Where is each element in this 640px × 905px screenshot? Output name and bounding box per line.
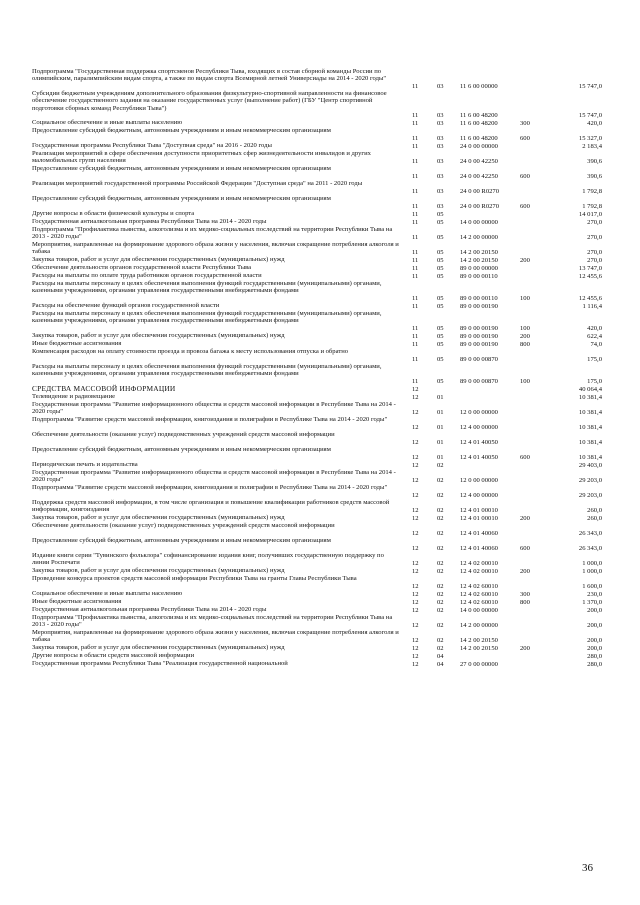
row-section: 12: [412, 385, 419, 393]
table-row: [32, 660, 602, 668]
row-subsection: 04: [437, 652, 444, 660]
table-row: [32, 210, 602, 218]
row-subsection: 05: [437, 233, 444, 241]
row-subsection: 03: [437, 134, 444, 142]
row-target-article: 12 4 01 40050: [460, 453, 498, 461]
row-section: 12: [412, 582, 419, 590]
row-subsection: 02: [437, 461, 444, 469]
row-subsection: 01: [437, 438, 444, 446]
row-name: Субсидии бюджетным учреждениям дополнительного образования физкультурно-спортивной направленности на финансовое обеспечение государственного задания на оказание государственных услуг (выполнение работ) (ГБУ "Центр спортивной подготовки сборных команд Республики Тыва"): [32, 90, 387, 112]
table-row: [32, 332, 602, 340]
row-amount: 13 747,0: [578, 264, 602, 272]
row-target-article: 89 0 00 00870: [460, 377, 498, 385]
row-target-article: 12 4 01 40060: [460, 544, 498, 552]
row-target-article: 14 2 00 20150: [460, 256, 498, 264]
row-subsection: 02: [437, 606, 444, 614]
row-subsection: 05: [437, 332, 444, 340]
row-subsection: 01: [437, 393, 444, 401]
row-section: 11: [412, 248, 419, 256]
row-subsection: 02: [437, 544, 444, 552]
row-amount: 175,0: [587, 355, 602, 363]
row-target-article: 14 2 00 20150: [460, 248, 498, 256]
row-subsection: 01: [437, 423, 444, 431]
row-amount: 15 327,0: [578, 134, 602, 142]
row-expense-type: 600: [520, 544, 530, 552]
row-section: 11: [412, 233, 419, 241]
row-name: Предоставление субсидий бюджетным, автономным учреждениям и иным некоммерческим организациям: [32, 537, 331, 544]
row-section: 11: [412, 264, 419, 272]
row-section: 11: [412, 218, 419, 226]
row-amount: 26 343,0: [578, 529, 602, 537]
row-amount: 270,0: [587, 248, 602, 256]
row-section: 12: [412, 606, 419, 614]
row-name: Закупка товаров, работ и услуг для обеспечения государственных (муниципальных) нужд: [32, 332, 285, 339]
row-target-article: 89 0 00 00190: [460, 340, 498, 348]
row-expense-type: 800: [520, 598, 530, 606]
row-subsection: 03: [437, 119, 444, 127]
table-row: [32, 393, 602, 401]
table-row: [32, 264, 602, 272]
table-row: [32, 590, 602, 598]
table-row: [32, 652, 602, 660]
row-amount: 622,4: [587, 332, 602, 340]
row-name: Реализация мероприятий в сфере обеспечения доступности приоритетных сфер жизнедеятельности инвалидов и других маломобильных групп населения: [32, 150, 371, 165]
row-amount: 175,0: [587, 377, 602, 385]
row-target-article: 24 0 00 R0270: [460, 187, 500, 195]
row-expense-type: 100: [520, 324, 530, 332]
row-subsection: 01: [437, 408, 444, 416]
row-name: Государственная антиалкогольная программа Республики Тыва на 2014 - 2020 годы: [32, 606, 267, 613]
row-subsection: 03: [437, 172, 444, 180]
row-name: Телевидение и радиовещание: [32, 393, 116, 400]
row-section: 11: [412, 256, 419, 264]
row-name: Подпрограмма "Развитие средств массовой информации, книгоиздания и полиграфии в Республике Тыва на 2014 - 2020 годы": [32, 484, 388, 491]
table-row: [32, 461, 602, 469]
row-section: 12: [412, 453, 419, 461]
row-expense-type: 200: [520, 332, 530, 340]
row-section: 11: [412, 82, 419, 90]
row-amount: 270,0: [587, 233, 602, 241]
row-target-article: 14 0 00 00000: [460, 606, 498, 614]
row-section: 12: [412, 590, 419, 598]
table-row: [32, 310, 602, 332]
row-amount: 420,0: [587, 119, 602, 127]
table-row: [32, 180, 602, 195]
row-expense-type: 200: [520, 644, 530, 652]
row-amount: 200,0: [587, 644, 602, 652]
row-expense-type: 200: [520, 514, 530, 522]
row-subsection: 02: [437, 598, 444, 606]
row-name: Государственная программа "Развитие информационного общества и средств массовой информации в Республике Тыва на 2014 - 2020 годы": [32, 469, 396, 484]
row-subsection: 02: [437, 559, 444, 567]
row-target-article: 14 0 00 00000: [460, 218, 498, 226]
row-amount: 10 381,4: [578, 423, 602, 431]
row-section: 12: [412, 644, 419, 652]
row-section: 11: [412, 302, 419, 310]
row-amount: 12 455,6: [578, 272, 602, 280]
row-amount: 270,0: [587, 256, 602, 264]
row-section: 12: [412, 408, 419, 416]
row-amount: 1 600,0: [582, 582, 602, 590]
row-target-article: 14 2 00 00000: [460, 621, 498, 629]
row-target-article: 89 0 00 00870: [460, 355, 498, 363]
row-name: Издание книги серии "Тувинского фольклора" софинансирование издания книг, получивших государственную поддержку по линии Роспечати: [32, 552, 384, 567]
row-section: 11: [412, 377, 419, 385]
row-name: Другие вопросы в области средств массовой информации: [32, 652, 195, 659]
row-target-article: 11 6 00 48200: [460, 134, 498, 142]
row-name: Реализация мероприятий государственной программы Российской Федерации "Доступная среда" на 2011 - 2020 годы: [32, 180, 363, 187]
row-name: Мероприятия, направленные на формирование здорового образа жизни у населения, включая сокращение потребления алкоголя и табака: [32, 629, 399, 644]
table-row: [32, 484, 602, 499]
row-section: 12: [412, 461, 419, 469]
table-row: [32, 340, 602, 348]
row-subsection: 01: [437, 453, 444, 461]
row-amount: 1 792,8: [582, 202, 602, 210]
row-amount: 200,0: [587, 606, 602, 614]
row-subsection: 02: [437, 514, 444, 522]
row-amount: 200,0: [587, 621, 602, 629]
table-row: [32, 499, 602, 514]
row-target-article: 14 2 00 00000: [460, 233, 498, 241]
row-name: Предоставление субсидий бюджетным, автономным учреждениям и иным некоммерческим организациям: [32, 127, 331, 134]
table-row: [32, 280, 602, 302]
row-name: Расходы на выплаты персоналу в целях обеспечения выполнения функций государственными (муниципальными) органами, казенными учреждениями, органами управления государственными внебюджетными фондами: [32, 310, 382, 325]
row-expense-type: 200: [520, 256, 530, 264]
row-name: Расходы на выплаты персоналу в целях обеспечения выполнения функций государственными (муниципальными) органами, казенными учреждениями, органами управления государственными внебюджетными фондами: [32, 280, 382, 295]
row-expense-type: 800: [520, 340, 530, 348]
row-target-article: 24 0 00 00000: [460, 142, 498, 150]
row-amount: 1 370,0: [582, 598, 602, 606]
row-subsection: 02: [437, 506, 444, 514]
row-section: 12: [412, 514, 419, 522]
table-row: [32, 606, 602, 614]
row-name: Предоставление субсидий бюджетным, автономным учреждениям и иным некоммерческим организациям: [32, 195, 331, 202]
row-name: Подпрограмма "Профилактика пьянства, алкоголизма и их медико-социальных последствий на территории Республики Тыва на 2013 - 2020 годы": [32, 226, 393, 241]
row-target-article: 12 4 01 40060: [460, 529, 498, 537]
row-subsection: 02: [437, 590, 444, 598]
row-name: Закупка товаров, работ и услуг для обеспечения государственных (муниципальных) нужд: [32, 644, 285, 651]
row-target-article: 12 4 02 60010: [460, 598, 498, 606]
row-name: Государственная программа Республики Тыва "Доступная среда" на 2016 - 2020 годы: [32, 142, 272, 149]
row-expense-type: 200: [520, 567, 530, 575]
row-name: Иные бюджетные ассигнования: [32, 598, 122, 605]
row-name: Закупка товаров, работ и услуг для обеспечения государственных (муниципальных) нужд: [32, 514, 285, 521]
row-amount: 15 747,0: [578, 82, 602, 90]
row-name: Подпрограмма "Профилактика пьянства, алкоголизма и их медико-социальных последствий на территории Республики Тыва на 2013 - 2020 годы": [32, 614, 393, 629]
table-row: [32, 241, 602, 256]
row-name: Проведение конкурса проектов средств массовой информации Республики Тыва на гранты Главы Республики Тыва: [32, 575, 357, 582]
table-row: [32, 614, 602, 629]
row-name: Предоставление субсидий бюджетным, автономным учреждениям и иным некоммерческим организациям: [32, 446, 331, 453]
row-expense-type: 600: [520, 134, 530, 142]
row-amount: 1 000,0: [582, 567, 602, 575]
row-section: 11: [412, 210, 419, 218]
row-section: 11: [412, 324, 419, 332]
row-name: Государственная антиалкогольная программа Республики Тыва на 2014 - 2020 годы: [32, 218, 267, 225]
row-amount: 29 203,0: [578, 491, 602, 499]
table-row: [32, 142, 602, 150]
row-amount: 390,6: [587, 172, 602, 180]
row-section: 12: [412, 529, 419, 537]
row-section: 12: [412, 652, 419, 660]
row-amount: 2 183,4: [582, 142, 602, 150]
row-target-article: 89 0 00 00000: [460, 264, 498, 272]
row-subsection: 05: [437, 256, 444, 264]
row-name: Мероприятия, направленные на формирование здорового образа жизни у населения, включая сокращение потребления алкоголя и табака: [32, 241, 399, 256]
row-name: Расходы на обеспечение функций органов государственной власти: [32, 302, 220, 309]
row-expense-type: 600: [520, 172, 530, 180]
row-name: Компенсация расходов на оплату стоимости проезда и провоза багажа к месту использования отпуска и обратно: [32, 348, 349, 355]
row-target-article: 11 6 00 48200: [460, 119, 498, 127]
row-amount: 280,0: [587, 652, 602, 660]
row-section: 12: [412, 393, 419, 401]
row-section: 12: [412, 567, 419, 575]
table-row: [32, 127, 602, 142]
row-expense-type: 600: [520, 453, 530, 461]
row-target-article: 12 4 02 00010: [460, 559, 498, 567]
row-amount: 390,6: [587, 157, 602, 165]
row-amount: 10 381,4: [578, 393, 602, 401]
row-amount: 74,0: [590, 340, 602, 348]
row-expense-type: 300: [520, 590, 530, 598]
row-target-article: 89 0 00 00110: [460, 272, 498, 280]
row-amount: 280,0: [587, 660, 602, 668]
row-name: Подпрограмма "Государственная поддержка спортсменов Республики Тыва, входящих в состав сборной команды России по олимпийским, паралимпийским видам спорта, а также по видам спорта Всемирной летней Универсиады на 2014 - 2020 годы": [32, 68, 387, 83]
row-subsection: 05: [437, 377, 444, 385]
row-section: 12: [412, 423, 419, 431]
row-section: 12: [412, 438, 419, 446]
table-row: [32, 446, 602, 461]
row-section: 11: [412, 134, 419, 142]
row-subsection: 02: [437, 491, 444, 499]
table-row: [32, 226, 602, 241]
row-target-article: 12 0 00 00000: [460, 476, 498, 484]
row-subsection: 05: [437, 264, 444, 272]
row-name: Закупка товаров, работ и услуг для обеспечения государственных (муниципальных) нужд: [32, 567, 285, 574]
row-amount: 1 000,0: [582, 559, 602, 567]
row-target-article: 12 4 02 00010: [460, 567, 498, 575]
table-row: [32, 348, 602, 363]
table-row: [32, 272, 602, 280]
row-name: Расходы на выплаты персоналу в целях обеспечения выполнения функций государственными (муниципальными) органами, казенными учреждениями, органами управления государственными внебюджетными фондами: [32, 363, 382, 378]
row-amount: 420,0: [587, 324, 602, 332]
row-amount: 29 203,0: [578, 476, 602, 484]
row-target-article: 14 2 00 20150: [460, 644, 498, 652]
row-name: Предоставление субсидий бюджетным, автономным учреждениям и иным некоммерческим организациям: [32, 165, 331, 172]
row-amount: 10 381,4: [578, 453, 602, 461]
table-row: [32, 68, 602, 90]
row-section: 11: [412, 272, 419, 280]
row-subsection: 03: [437, 82, 444, 90]
table-row: [32, 302, 602, 310]
row-section: 11: [412, 202, 419, 210]
row-subsection: 05: [437, 218, 444, 226]
row-section: 12: [412, 491, 419, 499]
row-target-article: 27 0 00 00000: [460, 660, 498, 668]
row-section: 11: [412, 142, 419, 150]
budget-table: [32, 68, 602, 668]
table-row: [32, 552, 602, 567]
table-row: [32, 363, 602, 385]
row-subsection: 03: [437, 142, 444, 150]
table-row: [32, 567, 602, 575]
row-section: 11: [412, 119, 419, 127]
row-subsection: 05: [437, 324, 444, 332]
row-amount: 10 381,4: [578, 408, 602, 416]
row-target-article: 24 0 00 R0270: [460, 202, 500, 210]
row-subsection: 05: [437, 340, 444, 348]
row-subsection: 03: [437, 111, 444, 119]
table-row: [32, 195, 602, 210]
table-row: [32, 598, 602, 606]
table-row: [32, 256, 602, 264]
table-row: [32, 644, 602, 652]
row-name: Обеспечение деятельности (оказание услуг) подведомственных учреждений средств массовой информации: [32, 431, 335, 438]
row-amount: 29 403,0: [578, 461, 602, 469]
row-subsection: 02: [437, 621, 444, 629]
row-subsection: 03: [437, 202, 444, 210]
row-subsection: 02: [437, 636, 444, 644]
row-target-article: 12 4 02 60010: [460, 582, 498, 590]
table-row: [32, 150, 602, 165]
row-name: Иные бюджетные ассигнования: [32, 340, 122, 347]
table-row: [32, 385, 602, 393]
row-target-article: 89 0 00 00190: [460, 332, 498, 340]
row-amount: 270,0: [587, 218, 602, 226]
row-name: Расходы на выплаты по оплате труда работников органов государственной власти: [32, 272, 262, 279]
row-subsection: 02: [437, 476, 444, 484]
row-section: 12: [412, 621, 419, 629]
row-amount: 260,0: [587, 514, 602, 522]
row-subsection: 03: [437, 157, 444, 165]
row-subsection: 05: [437, 248, 444, 256]
row-subsection: 02: [437, 567, 444, 575]
table-row: [32, 629, 602, 644]
row-section: 12: [412, 559, 419, 567]
row-section: 12: [412, 636, 419, 644]
row-section: 11: [412, 340, 419, 348]
row-target-article: 89 0 00 00110: [460, 294, 498, 302]
row-target-article: 14 2 00 20150: [460, 636, 498, 644]
row-section: 11: [412, 157, 419, 165]
table-row: [32, 218, 602, 226]
row-name: Поддержка средств массовой информации, в том числе организация и повышение квалификации работников средств массовой информации, книгоиздания: [32, 499, 390, 514]
row-section: 12: [412, 506, 419, 514]
row-target-article: 12 0 00 00000: [460, 408, 498, 416]
row-target-article: 89 0 00 00190: [460, 302, 498, 310]
row-amount: 200,0: [587, 636, 602, 644]
row-subsection: 05: [437, 302, 444, 310]
table-row: [32, 119, 602, 127]
row-section: 11: [412, 355, 419, 363]
row-target-article: 12 4 01 40050: [460, 438, 498, 446]
row-section: 12: [412, 660, 419, 668]
table-row: [32, 401, 602, 416]
row-name: Обеспечение деятельности органов государственной власти Республики Тыва: [32, 264, 252, 271]
table-row: [32, 522, 602, 537]
row-amount: 260,0: [587, 506, 602, 514]
row-subsection: 03: [437, 187, 444, 195]
row-name: Государственная программа "Развитие информационного общества и средств массовой информации в Республике Тыва на 2014 - 2020 годы": [32, 401, 396, 416]
row-amount: 15 747,0: [578, 111, 602, 119]
row-amount: 1 792,8: [582, 187, 602, 195]
row-target-article: 89 0 00 00190: [460, 324, 498, 332]
row-section: 11: [412, 187, 419, 195]
row-name: Периодическая печать и издательства: [32, 461, 138, 468]
row-section: 12: [412, 598, 419, 606]
row-name: Социальное обеспечение и иные выплаты населению: [32, 119, 183, 126]
row-section: 11: [412, 111, 419, 119]
row-subsection: 02: [437, 582, 444, 590]
row-section: 11: [412, 294, 419, 302]
row-amount: 40 064,4: [578, 385, 602, 393]
row-subsection: 04: [437, 660, 444, 668]
row-target-article: 11 6 00 48200: [460, 111, 498, 119]
row-target-article: 12 4 02 60010: [460, 590, 498, 598]
row-target-article: 11 6 00 00000: [460, 82, 498, 90]
row-amount: 12 455,6: [578, 294, 602, 302]
table-row: [32, 469, 602, 484]
row-target-article: 12 4 00 00000: [460, 491, 498, 499]
row-amount: 10 381,4: [578, 438, 602, 446]
row-target-article: 12 4 01 00010: [460, 514, 498, 522]
page-number: 36: [582, 862, 593, 874]
row-expense-type: 100: [520, 377, 530, 385]
row-section: 11: [412, 332, 419, 340]
row-subsection: 02: [437, 529, 444, 537]
row-target-article: 24 0 00 42250: [460, 172, 498, 180]
row-target-article: 24 0 00 42250: [460, 157, 498, 165]
row-subsection: 05: [437, 210, 444, 218]
row-name: Государственная программа Республики Тыва "Реализация государственной национальной: [32, 660, 288, 667]
row-amount: 26 343,0: [578, 544, 602, 552]
row-section: 12: [412, 476, 419, 484]
table-row: [32, 165, 602, 180]
table-row: [32, 90, 602, 119]
row-subsection: 05: [437, 355, 444, 363]
row-name: Подпрограмма "Развитие средств массовой информации, книгоиздания и полиграфии в Республике Тыва на 2014 - 2020 годы": [32, 416, 388, 423]
row-name: Другие вопросы в области физической культуры и спорта: [32, 210, 195, 217]
row-amount: 14 017,0: [578, 210, 602, 218]
row-section: 12: [412, 544, 419, 552]
row-target-article: 12 4 01 00010: [460, 506, 498, 514]
table-row: [32, 575, 602, 590]
row-subsection: 02: [437, 644, 444, 652]
row-name: Закупка товаров, работ и услуг для обеспечения государственных (муниципальных) нужд: [32, 256, 285, 263]
row-expense-type: 100: [520, 294, 530, 302]
row-expense-type: 300: [520, 119, 530, 127]
row-target-article: 12 4 00 00000: [460, 423, 498, 431]
table-row: [32, 431, 602, 446]
row-name: Социальное обеспечение и иные выплаты населению: [32, 590, 183, 597]
table-row: [32, 416, 602, 431]
row-section: 11: [412, 172, 419, 180]
row-subsection: 05: [437, 272, 444, 280]
row-name: СРЕДСТВА МАССОВОЙ ИНФОРМАЦИИ: [32, 384, 176, 393]
table-row: [32, 537, 602, 552]
row-amount: 230,0: [587, 590, 602, 598]
row-expense-type: 600: [520, 202, 530, 210]
row-name: Обеспечение деятельности (оказание услуг) подведомственных учреждений средств массовой информации: [32, 522, 335, 529]
row-subsection: 05: [437, 294, 444, 302]
row-amount: 1 116,4: [582, 302, 602, 310]
table-row: [32, 514, 602, 522]
